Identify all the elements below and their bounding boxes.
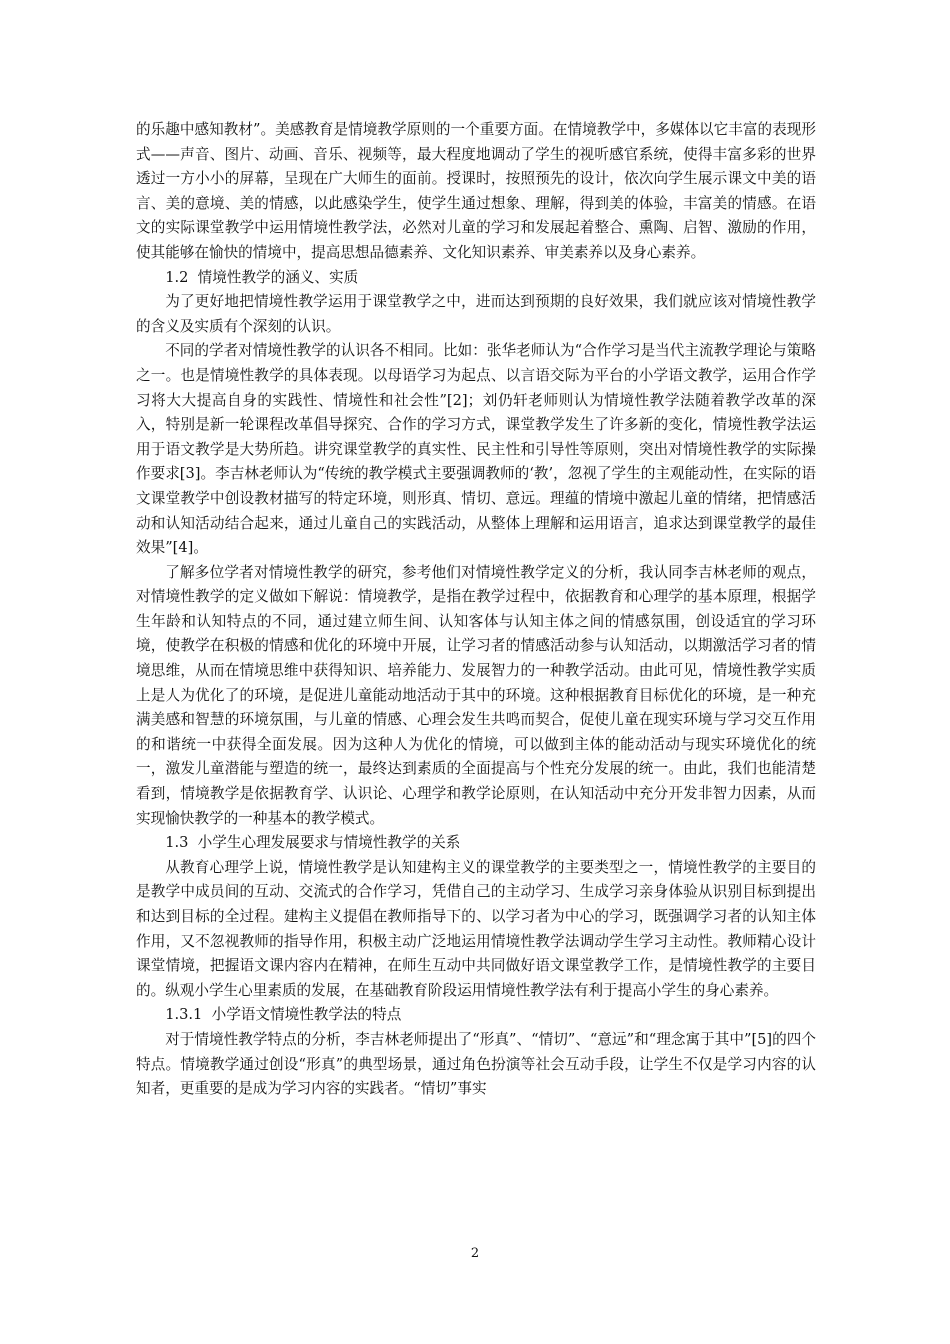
paragraph-definition: 了解多位学者对情境性教学的研究，参考他们对情境性教学定义的分析，我认同李吉林老师的观点，对情境性教学的定义做如下解说：情境教学，是指在教学过程中，依据教育和心理学的基本原理，根据学生年龄和认知特点的不同，通过建立师生间、认知客体与认知主体之间的情感氛围，创设适宜的学习环境，使教学在积极的情感和优化的环境中开展，让学习者的情感活动参与认知活动，以期激活学习者的情境思维，从而在情境思维中获得知识、培养能力、发展智力的一种教学活动。由此可见，情境性教学实质上是人为优化了的环境，是促进儿童能动地活动于其中的环境。这种根据教育目标优化的环境，是一种充满美感和智慧的环境氛围，与儿童的情感、心理会发生共鸣而契合，促使儿童在现实环境与学习交互作用的和谐统一中获得全面发展。因为这种人为优化的情境，可以做到主体的能动活动与现实环境优化的统一，激发儿童潜能与塑造的统一，最终达到素质的全面提高与个性充分发展的统一。由此，我们也能清楚看到，情境教学是依据教育学、认识论、心理学和教学论原则，在认知活动中充分开发非智力因素，从而实现愉快教学的一种基本的教学模式。: [136, 563, 816, 827]
paragraph-intro-1-2: 为了更好地把情境性教学运用于课堂教学之中，进而达到预期的良好效果，我们就应该对情境性教学的含义及实质有个深刻的认识。: [136, 293, 816, 335]
document-body: [136, 118, 816, 1102]
paragraph-aesthetic-education: 的乐趣中感知教材”。美感教育是情境教学原则的一个重要方面。在情境教学中，多媒体以它丰富的表现形式——声音、图片、动画、音乐、视频等，最大程度地调动了学生的视听感官系统，使得丰富多彩的世界透过一方小小的屏幕，呈现在广大师生的面前。授课时，按照预先的设计，依次向学生展示课文中美的语言、美的意境、美的情感，以此感染学生，使学生通过想象、理解，得到美的体验，丰富美的情感。在语文的实际课堂教学中运用情境性教学法，必然对儿童的学习和发展起着整合、熏陶、启智、激励的作用，使其能够在愉快的情境中，提高思想品德素养、文化知识素养、审美素养以及身心素养。: [136, 121, 816, 261]
page-number: 2: [470, 1246, 480, 1261]
section-heading-1-3-1: 1.3.1 小学语文情境性教学法的特点: [165, 1006, 402, 1024]
section-heading-1-3: 1.3 小学生心理发展要求与情境性教学的关系: [165, 834, 461, 852]
paragraph-features: 对于情境性教学特点的分析，李吉林老师提出了“形真”、“情切”、“意远”和“理念寓于其中”[5]的四个特点。情境教学通过创设“形真”的典型场景，通过角色扮演等社会互动手段，让学生不仅是学习内容的认知者，更重要的是成为学习内容的实践者。“情切”事实: [136, 1030, 816, 1098]
paragraph-scholar-views: 不同的学者对情境性教学的认识各不相同。比如：张华老师认为“合作学习是当代主流教学理论与策略之一。也是情境性教学的具体表现。以母语学习为起点、以言语交际为平台的小学语文教学，运用合作学习将大大提高自身的实践性、情境性和社会性”[2]；刘仍轩老师则认为情境性教学法随着教学改革的深入，特别是新一轮课程改革倡导探究、合作的学习方式，课堂教学发生了许多新的变化，情境性教学法运用于语文教学是大势所趋。讲究课堂教学的真实性、民主性和引导性等原则，突出对情境性教学的实际操作要求[3]。李吉林老师认为“传统的教学模式主要强调教师的‘教’，忽视了学生的主观能动性，在实际的语文课堂教学中创设教材描写的特定环境，则形真、情切、意远。理蕴的情境中激起儿童的情绪，把情感活动和认知活动结合起来，通过儿童自己的实践活动，从整体上理解和运用语言，追求达到课堂教学的最佳效果”[4]。: [136, 342, 816, 557]
paragraph-psychology-relation: 从教育心理学上说，情境性教学是认知建构主义的课堂教学的主要类型之一，情境性教学的主要目的是教学中成员间的互动、交流式的合作学习，凭借自己的主动学习、生成学习亲身体验从识别目标到提出和达到目标的全过程。建构主义提倡在教师指导下的、以学习者为中心的学习，既强调学习者的认知主体作用，又不忽视教师的指导作用，积极主动广泛地运用情境性教学法调动学生学习主动性。教师精心设计课堂情境，把握语文课内容内在精神，在师生互动中共同做好语文课堂教学工作，是情境性教学的主要目的。纵观小学生心里素质的发展，在基础教育阶段运用情境性教学法有利于提高小学生的身心素养。: [136, 858, 816, 999]
section-heading-1-2: 1.2 情境性教学的涵义、实质: [165, 268, 359, 286]
